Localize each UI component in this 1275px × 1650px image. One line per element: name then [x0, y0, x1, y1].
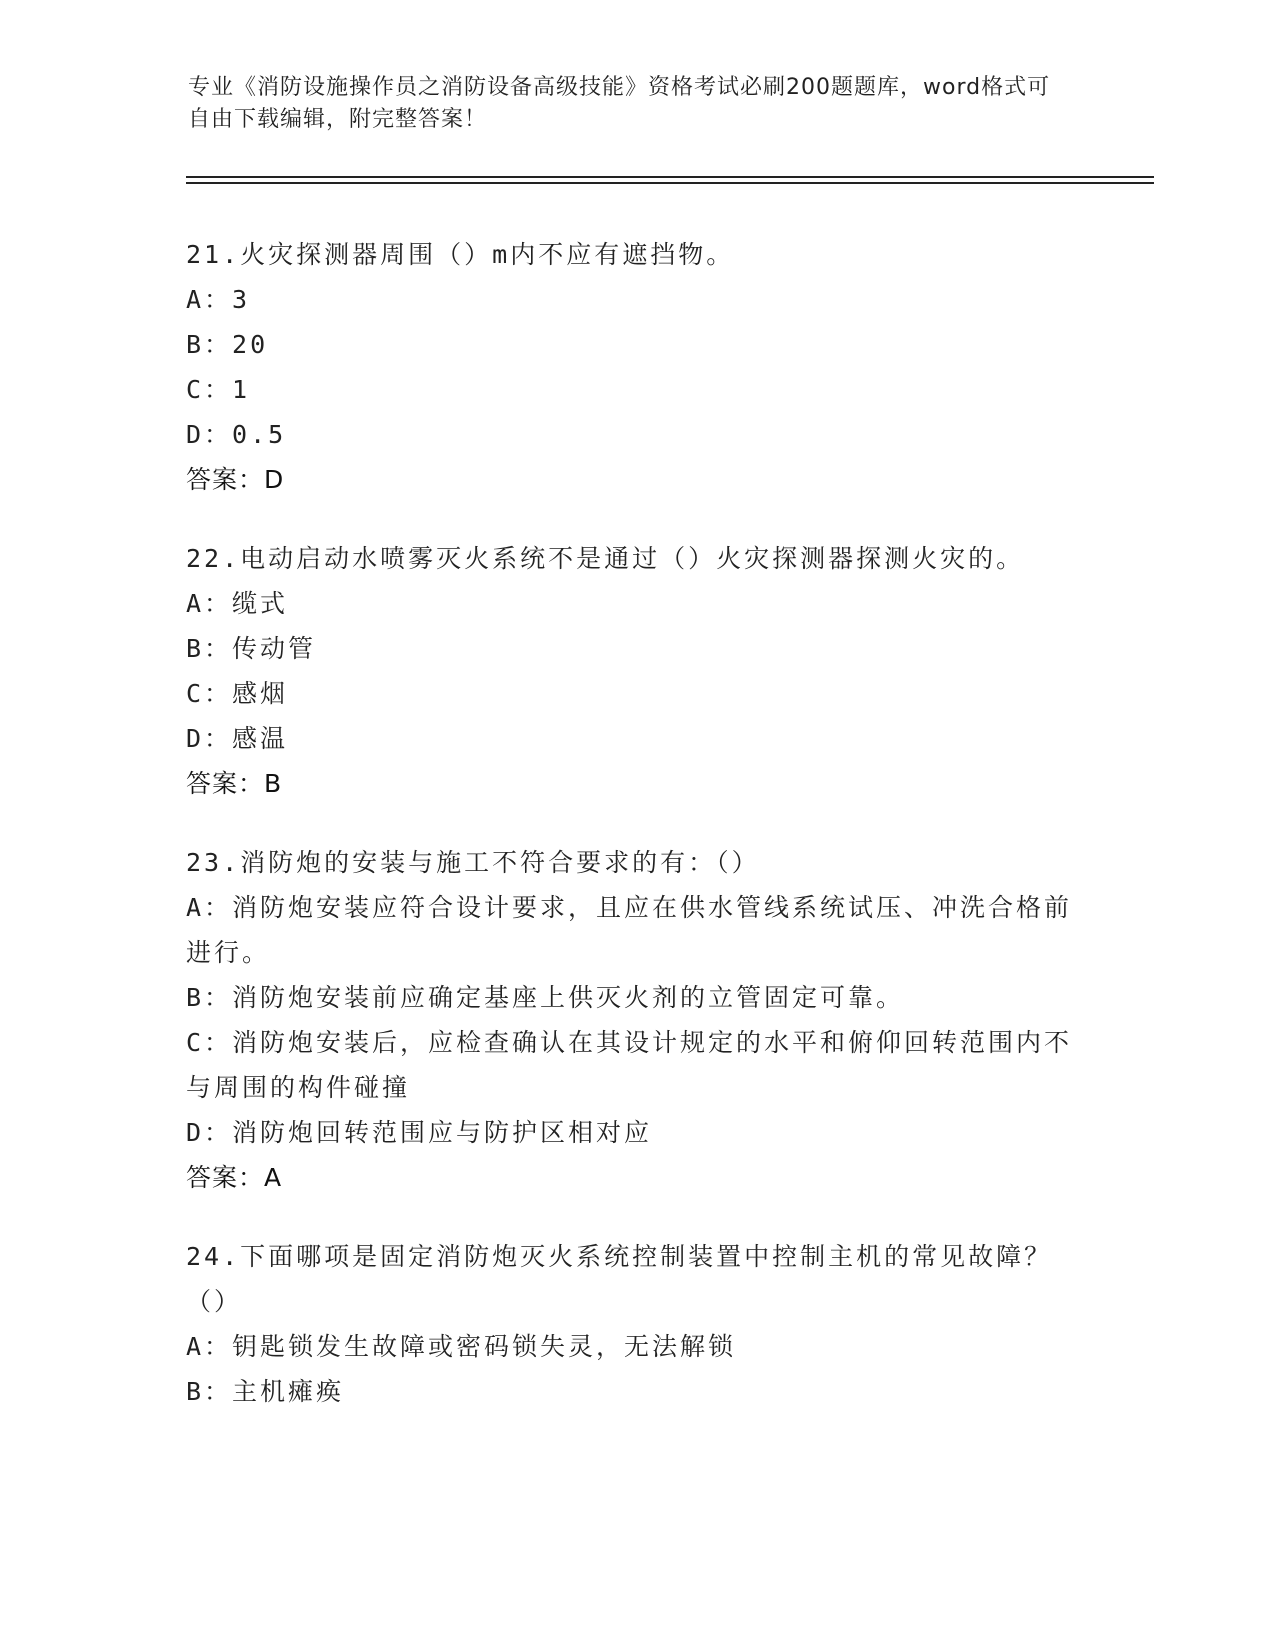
- question-23: [186, 840, 1086, 1200]
- document-header: 专业《消防设施操作员之消防设备高级技能》资格考试必刷200题题库，word格式可自由下载编辑，附完整答案！: [188, 75, 1051, 132]
- question-stem: 21.火灾探测器周围（）m内不应有遮挡物。: [186, 240, 735, 269]
- question-21: [186, 232, 1086, 502]
- option-b: B：传动管: [186, 634, 317, 663]
- question-list: [186, 232, 1086, 1448]
- option-c: C：1: [186, 375, 251, 404]
- option-d: D：0.5: [186, 420, 287, 449]
- question-stem: 24.下面哪项是固定消防炮灭火系统控制装置中控制主机的常见故障？（）: [186, 1242, 1053, 1316]
- option-a: A：钥匙锁发生故障或密码锁失灵，无法解锁: [186, 1332, 737, 1361]
- option-a: A：缆式: [186, 589, 289, 618]
- option-b: B：消防炮安装前应确定基座上供灭火剂的立管固定可靠。: [186, 983, 905, 1012]
- answer-label: 答案：A: [186, 1163, 283, 1192]
- answer-label: 答案：D: [186, 465, 285, 494]
- answer-label: 答案：B: [186, 769, 283, 798]
- question-stem: 22.电动启动水喷雾灭火系统不是通过（）火灾探测器探测火灾的。: [186, 544, 1025, 573]
- header-divider-top: [186, 176, 1154, 178]
- question-stem: 23.消防炮的安装与施工不符合要求的有：（）: [186, 848, 760, 877]
- option-c: C：感烟: [186, 679, 289, 708]
- question-24: [186, 1234, 1086, 1414]
- option-a: A：消防炮安装应符合设计要求，且应在供水管线系统试压、冲洗合格前进行。: [186, 893, 1073, 967]
- question-22: [186, 536, 1086, 806]
- option-d: D：感温: [186, 724, 289, 753]
- option-a: A：3: [186, 285, 251, 314]
- option-c: C：消防炮安装后，应检查确认在其设计规定的水平和俯仰回转范围内不与周围的构件碰撞: [186, 1028, 1073, 1102]
- option-b: B：主机瘫痪: [186, 1377, 345, 1406]
- option-b: B：20: [186, 330, 269, 359]
- header-divider-bottom: [186, 182, 1154, 184]
- option-d: D：消防炮回转范围应与防护区相对应: [186, 1118, 653, 1147]
